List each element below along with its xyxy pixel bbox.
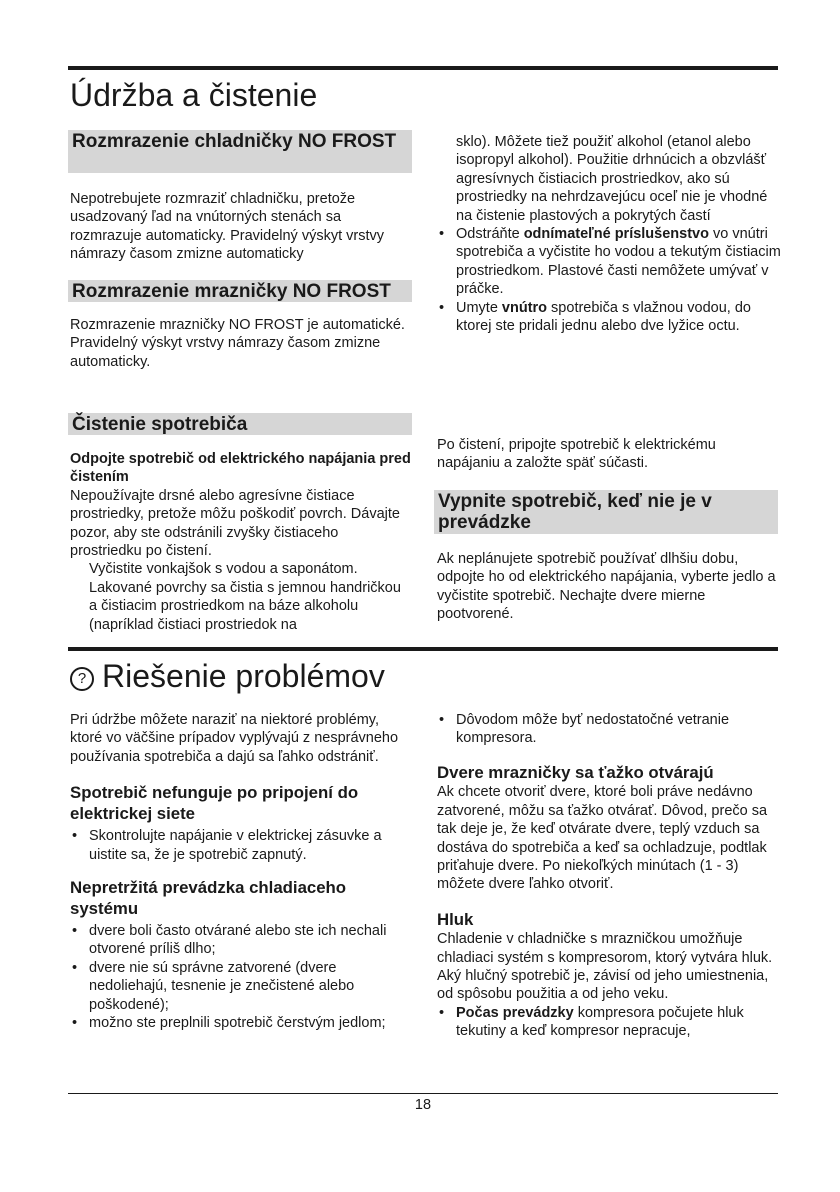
defrost-fridge-text: Nepotrebujete rozmraziť chladničku, pretože usadzovaný ľad na vnútorných stenách sa rozmrazuje automaticky. Pravidelný výskyt vrstvy námrazy časom zmizne automaticky — [70, 191, 384, 263]
list-item: • dvere nie sú správne zatvorené (dvere nedoliehajú, tesnenie je znečistené alebo poškodené); — [70, 959, 415, 1014]
noise-heading: Hluk — [437, 909, 474, 929]
cleaning-bullets — [437, 225, 782, 335]
section-heading-cleaning: Čistenie spotrebiča — [68, 413, 412, 435]
list-item: • možno ste preplnili spotrebič čerstvým jedlom; — [70, 1014, 415, 1032]
cleaning-warning: Odpojte spotrebič od elektrického napájania pred čistením — [70, 451, 411, 486]
cleaning-exterior-text: Vyčistite vonkajšok s vodou a saponátom. Lakované povrchy sa čistia s jemnou handričkou a čistiacim prostriedkom na báze alkoholu (napríklad čistiaci prostriedok na — [89, 561, 401, 633]
footer-rule — [68, 1093, 778, 1094]
continuous-heading: Nepretržitá prevádzka chladiaceho systému — [70, 878, 347, 918]
after-cleaning-text: Po čistení, pripojte spotrebič k elektrickému napájaniu a založte späť súčasti. — [437, 437, 716, 472]
no-function-heading: Spotrebič nefunguje po pripojení do elektrickej siete — [70, 783, 359, 823]
middle-rule — [68, 647, 778, 651]
ventilation-bullets — [437, 711, 782, 748]
noise-bullets — [437, 1004, 782, 1041]
cleaning-continuation: sklo). Môžete tiež použiť alkohol (etanol alebo isopropyl alkohol). Použitie drhnúcich a obzvlášť agresívnych čistiacich prostriedkov, ako sú prostriedky na nehrdzavejúcu oceľ nie je vhodné na čistenie plastových a pokrytých častí — [456, 134, 768, 224]
switch-off-text: Ak neplánujete spotrebič používať dlhšiu dobu, odpojte ho od elektrického napájania, vyberte jedlo a vyčistite spotrebič. Nechajte dvere mierne pootvorené. — [437, 551, 776, 623]
question-circle-icon: ? — [70, 667, 94, 691]
list-item: • Umyte vnútro spotrebiča s vlažnou vodou, do ktorej ste pridali jednu alebo dve lyžice octu. — [437, 299, 782, 336]
defrost-freezer-text: Rozmrazenie mrazničky NO FROST je automatické. Pravidelný výskyt vrstvy námrazy časom zmizne automaticky. — [70, 317, 405, 370]
continuous-bullets — [70, 922, 415, 1032]
freezer-door-text: Ak chcete otvoriť dvere, ktoré boli práve nedávno zatvorené, môžu sa ťažko otvárať. Dôvod, prečo sa tak deje je, že keď otvárate dvere, teplý vzduch sa dostáva do spotrebiča a keď sa ochladzuje, podtlak priťahuje dvere. Po niekoľkých minútach (1 - 3) môžete dvere ľahko otvoriť. — [437, 784, 768, 893]
list-item: • Skontrolujte napájanie v elektrickej zásuvke a uistite sa, že je spotrebič zapnutý. — [70, 827, 415, 864]
section-heading-defrost-freezer: Rozmrazenie mrazničky NO FROST — [68, 280, 412, 302]
troubleshooting-right — [437, 711, 782, 1041]
cleaning-block — [70, 450, 412, 634]
troubleshooting-intro: Pri údržbe môžete naraziť na niektoré problémy, ktoré vo väčšine prípadov vyplývajú z nesprávneho používania spotrebiča a dajú sa ľahko odstrániť. — [70, 712, 399, 765]
freezer-door-heading: Dvere mrazničky sa ťažko otvárajú — [437, 762, 714, 782]
troubleshooting-left — [70, 711, 415, 1032]
noise-text: Chladenie v chladničke s mrazničkou umožňuje chladiaci systém s kompresorom, ktorý vytvára hluk. Aký hlučný spotrebič je, závisí od jeho umiestnenia, od spôsobu použitia a od jeho veku. — [437, 931, 773, 1003]
list-item: • Počas prevádzky kompresora počujete hluk tekutiny a keď kompresor nepracuje, — [437, 1004, 782, 1041]
page-number: 18 — [414, 1097, 432, 1113]
list-item: • Dôvodom môže byť nedostatočné vetranie kompresora. — [437, 711, 782, 748]
section-heading-switch-off: Vypnite spotrebič, keď nie je v prevádzke — [434, 490, 778, 534]
troubleshooting-title-row — [70, 660, 385, 695]
cleaning-text: Nepoužívajte drsné alebo agresívne čistiace prostriedky, pretože môžu poškodiť povrch. Dávajte pozor, aby ste odstránili zvyšky čistiaceho prostriedku po čistení. — [70, 487, 400, 560]
top-rule — [68, 66, 778, 70]
section-heading-defrost-fridge: Rozmrazenie chladničky NO FROST — [68, 130, 412, 173]
list-item: • Odstráňte odnímateľné príslušenstvo vo vnútri spotrebiča a vyčistite ho vodou a tekutým čistiacim prostriedkom. Plastové časti nemôžete umývať v práčke. — [437, 225, 782, 299]
troubleshooting-title: Riešenie problémov — [102, 658, 385, 694]
no-function-bullets — [70, 827, 415, 864]
right-top-block — [437, 133, 782, 335]
list-item: • dvere boli často otvárané alebo ste ich nechali otvorené príliš dlho; — [70, 922, 415, 959]
page-title: Údržba a čistenie — [70, 77, 318, 113]
